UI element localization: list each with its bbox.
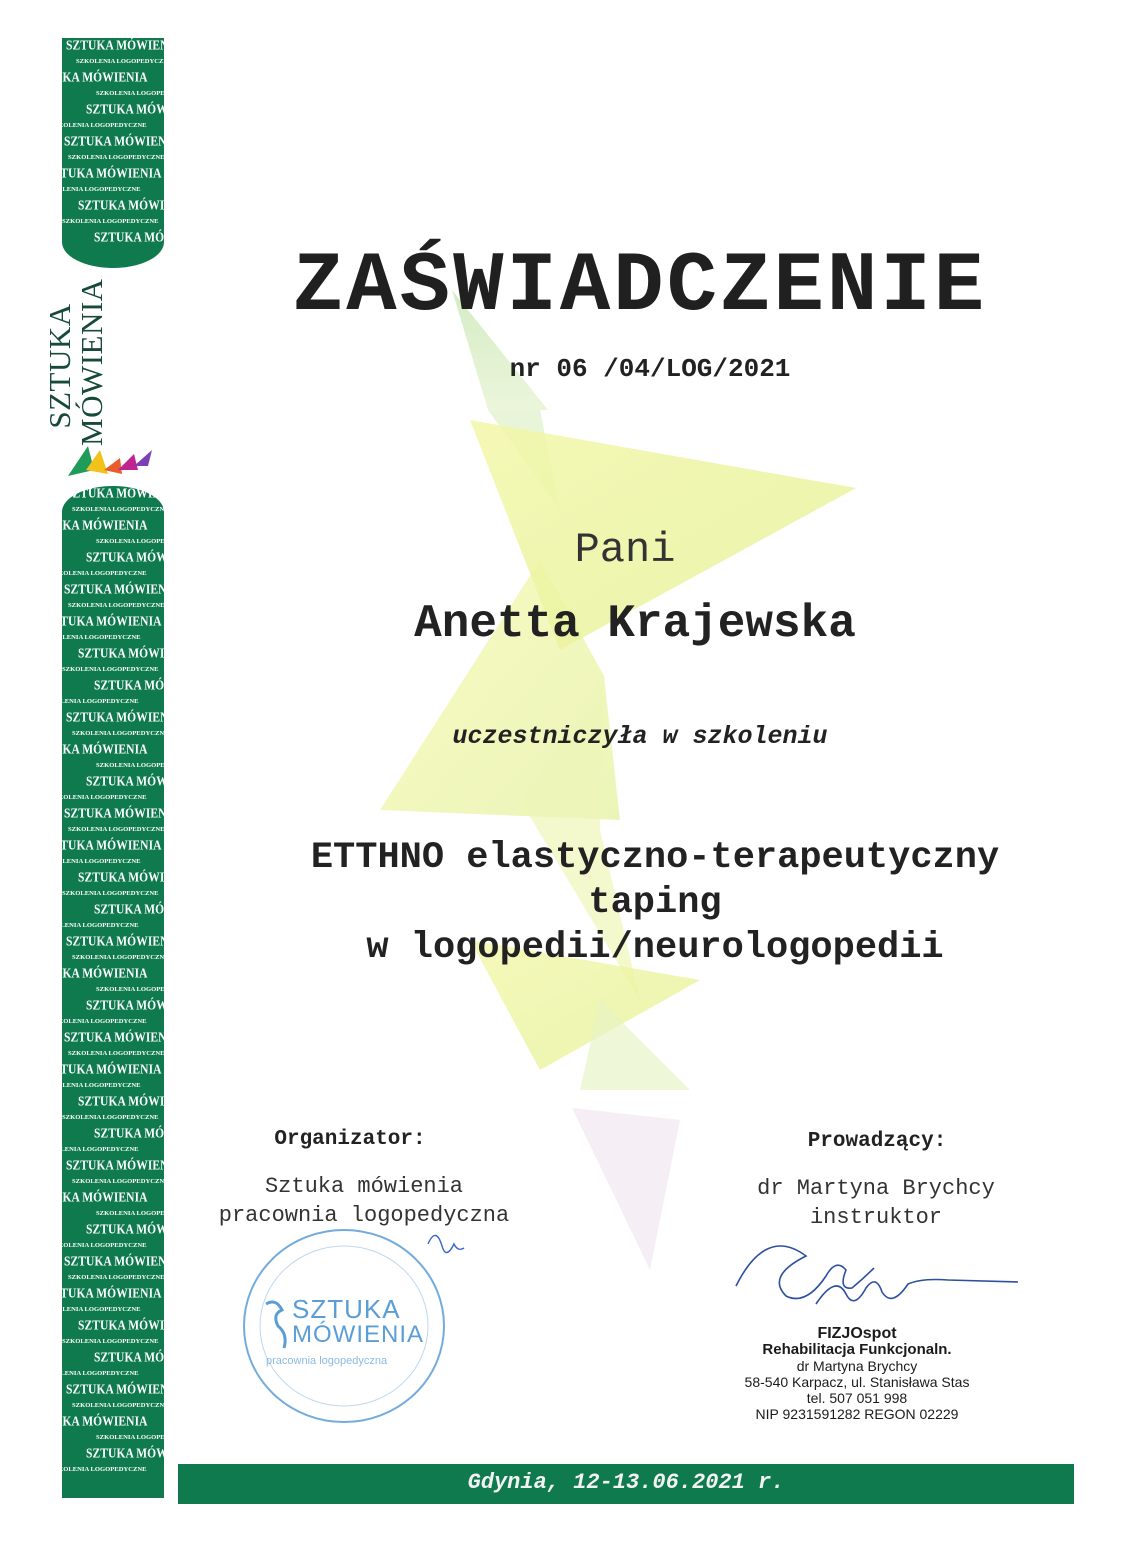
strip-text: SZKOLENIA LOGOPEDYCZNE bbox=[62, 1338, 159, 1345]
strip-text: SZKOLENIA LOGOPEDYCZNE bbox=[68, 154, 165, 161]
organizer-stamp bbox=[232, 1218, 464, 1428]
stamp-address: 58-540 Karpacz, ul. Stanisława Stas bbox=[744, 1374, 970, 1390]
strip-text: SZTUKA MÓWIENIA bbox=[94, 679, 210, 693]
brand-logo-text bbox=[42, 278, 184, 446]
strip-text: SZTUKA MÓWIENIA bbox=[78, 1319, 194, 1333]
organizer-name: Sztuka mówienia bbox=[264, 1174, 464, 1199]
strip-text: SZTUKA MÓWIENIA bbox=[66, 711, 182, 725]
strip-text: SZKOLENIA LOGOPEDYCZNE bbox=[62, 1114, 159, 1121]
strip-text: SZTUKA MÓWIENIA bbox=[32, 1191, 148, 1205]
instructor-stamp bbox=[742, 1326, 972, 1422]
course-title-line: w logopedii/neurologopedii bbox=[366, 927, 944, 969]
stamp-text-sub: pracownia logopedyczna bbox=[266, 1355, 388, 1367]
brand-name-line1: SZTUKA bbox=[42, 303, 77, 429]
course-title-line: taping bbox=[588, 882, 722, 924]
strip-text: SZKOLENIA LOGOPEDYCZNE bbox=[68, 1274, 165, 1281]
salutation: Pani bbox=[574, 526, 676, 574]
strip-text: SZTUKA MÓWIENIA bbox=[46, 1063, 162, 1077]
strip-text: SZKOLENIA LOGOPEDYCZNE bbox=[96, 538, 193, 545]
strip-text: SZTUKA MÓWIENIA bbox=[86, 551, 202, 565]
strip-text: SZKOLENIA LOGOPEDYCZNE bbox=[68, 1050, 165, 1057]
strip-text: SZTUKA MÓWIENIA bbox=[94, 231, 210, 245]
strip-text: SZTUKA MÓWIENIA bbox=[86, 775, 202, 789]
strip-text: SZTUKA MÓWIENIA bbox=[32, 743, 148, 757]
strip-text: SZKOLENIA LOGOPEDYCZNE bbox=[42, 1146, 139, 1153]
strip-text: SZTUKA MÓWIENIA bbox=[64, 135, 180, 149]
strip-text: SZKOLENIA LOGOPEDYCZNE bbox=[44, 1306, 141, 1313]
strip-text: SZKOLENIA LOGOPEDYCZNE bbox=[68, 826, 165, 833]
strip-text: SZKOLENIA LOGOPEDYCZNE bbox=[50, 570, 147, 577]
strip-text: SZKOLENIA LOGOPEDYCZNE bbox=[68, 602, 165, 609]
stamp-company: FIZJOspot bbox=[817, 1325, 897, 1342]
brand-strip-bottom bbox=[32, 486, 210, 1498]
strip-text: SZKOLENIA LOGOPEDYCZNE bbox=[50, 122, 147, 129]
strip-text: SZKOLENIA LOGOPEDYCZNE bbox=[50, 1466, 147, 1473]
stamp-phone: tel. 507 051 998 bbox=[806, 1390, 908, 1406]
instructor-heading: Prowadzący: bbox=[807, 1130, 947, 1153]
instructor-details bbox=[706, 1174, 1046, 1232]
instructor-name: dr Martyna Brychcy bbox=[757, 1176, 995, 1201]
strip-text: SZKOLENIA LOGOPEDYCZNE bbox=[42, 1370, 139, 1377]
strip-text: SZTUKA MÓWIENIA bbox=[32, 1415, 148, 1429]
strip-text: SZKOLENIA LOGOPEDYCZNE bbox=[62, 890, 159, 897]
strip-text: SZTUKA MÓWIENIA bbox=[64, 807, 180, 821]
strip-text: SZTUKA MÓWIENIA bbox=[78, 871, 194, 885]
strip-text: SZKOLENIA LOGOPEDYCZNE bbox=[96, 762, 193, 769]
strip-text: SZTUKA MÓWIENIA bbox=[94, 1351, 210, 1365]
strip-text: SZTUKA MÓWIENIA bbox=[46, 167, 162, 181]
recipient-name: Anetta Krajewska bbox=[414, 598, 856, 650]
participation-statement: uczestniczyła w szkoleniu bbox=[452, 722, 828, 751]
course-title bbox=[180, 836, 1130, 971]
strip-text: SZTUKA MÓWIENIA bbox=[46, 839, 162, 853]
strip-text: SZTUKA MÓWIENIA bbox=[32, 967, 148, 981]
strip-text: SZTUKA MÓWIENIA bbox=[66, 935, 182, 949]
strip-text: SZTUKA MÓWIENIA bbox=[46, 615, 162, 629]
strip-text: SZTUKA MÓWIENIA bbox=[32, 71, 148, 85]
strip-text: SZTUKA MÓWIENIA bbox=[64, 583, 180, 597]
course-title-line: ETTHNO elastyczno-terapeutyczny bbox=[310, 837, 1000, 879]
strip-text: SZKOLENIA LOGOPEDYCZNE bbox=[50, 794, 147, 801]
strip-text: SZTUKA MÓWIENIA bbox=[66, 487, 182, 501]
organizer-heading: Organizator: bbox=[274, 1128, 426, 1151]
strip-text: SZTUKA MÓWIENIA bbox=[66, 1159, 182, 1173]
strip-text: SZTUKA MÓWIENIA bbox=[64, 1031, 180, 1045]
strip-text: SZTUKA MÓWIENIA bbox=[66, 39, 182, 53]
strip-text: SZTUKA MÓWIENIA bbox=[94, 1127, 210, 1141]
strip-text: SZKOLENIA LOGOPEDYCZNE bbox=[44, 634, 141, 641]
strip-text: SZKOLENIA LOGOPEDYCZNE bbox=[44, 858, 141, 865]
strip-text: SZKOLENIA LOGOPEDYCZNE bbox=[72, 506, 169, 513]
strip-text: SZKOLENIA LOGOPEDYCZNE bbox=[96, 1210, 193, 1217]
stamp-text-line1: SZTUKA bbox=[292, 1294, 401, 1324]
strip-text: SZKOLENIA LOGOPEDYCZNE bbox=[96, 1434, 193, 1441]
footer-place-date: Gdynia, 12-13.06.2021 r. bbox=[467, 1470, 785, 1495]
instructor-signature bbox=[726, 1226, 1026, 1326]
strip-text: SZKOLENIA LOGOPEDYCZNE bbox=[96, 986, 193, 993]
strip-text: SZKOLENIA LOGOPEDYCZNE bbox=[96, 90, 193, 97]
strip-text: SZKOLENIA LOGOPEDYCZNE bbox=[72, 730, 169, 737]
strip-text: SZKOLENIA LOGOPEDYCZNE bbox=[42, 698, 139, 705]
strip-text: SZKOLENIA LOGOPEDYCZNE bbox=[76, 58, 173, 65]
strip-text: SZTUKA MÓWIENIA bbox=[86, 1447, 202, 1461]
strip-text: SZKOLENIA LOGOPEDYCZNE bbox=[72, 1178, 169, 1185]
strip-text: SZTUKA MÓWIENIA bbox=[46, 1287, 162, 1301]
strip-text: SZTUKA MÓWIENIA bbox=[78, 199, 194, 213]
instructor-role: instruktor bbox=[809, 1205, 943, 1230]
strip-text: SZKOLENIA LOGOPEDYCZNE bbox=[72, 1402, 169, 1409]
strip-text: SZTUKA MÓWIENIA bbox=[78, 1095, 194, 1109]
stamp-person: dr Martyna Brychcy bbox=[796, 1358, 918, 1374]
brand-strip-top bbox=[32, 38, 210, 268]
strip-text: SZKOLENIA LOGOPEDYCZNE bbox=[62, 666, 159, 673]
certificate-title: ZAŚWIADCZENIE bbox=[292, 240, 988, 335]
strip-text: SZKOLENIA LOGOPEDYCZNE bbox=[62, 218, 159, 225]
stamp-company-type: Rehabilitacja Funkcjonaln. bbox=[762, 1341, 952, 1358]
stamp-text-line2: MÓWIENIA bbox=[292, 1321, 424, 1348]
strip-text: SZTUKA MÓWIENIA bbox=[32, 519, 148, 533]
brand-name-line2: MÓWIENIA bbox=[74, 278, 109, 446]
stamp-tax-ids: NIP 9231591282 REGON 02229 bbox=[755, 1406, 959, 1422]
brand-mark-icon bbox=[64, 440, 156, 482]
strip-text: SZTUKA MÓWIENIA bbox=[78, 647, 194, 661]
strip-text: SZKOLENIA LOGOPEDYCZNE bbox=[50, 1018, 147, 1025]
strip-text: SZTUKA MÓWIENIA bbox=[94, 903, 210, 917]
strip-text: SZTUKA MÓWIENIA bbox=[86, 103, 202, 117]
organizer-type: pracownia logopedyczna bbox=[218, 1203, 510, 1228]
strip-text: SZKOLENIA LOGOPEDYCZNE bbox=[50, 1242, 147, 1249]
strip-text: SZKOLENIA LOGOPEDYCZNE bbox=[44, 1082, 141, 1089]
strip-text: SZKOLENIA LOGOPEDYCZNE bbox=[44, 186, 141, 193]
strip-text: SZKOLENIA LOGOPEDYCZNE bbox=[42, 922, 139, 929]
strip-text: SZTUKA MÓWIENIA bbox=[86, 1223, 202, 1237]
certificate-number: nr 06 /04/LOG/2021 bbox=[509, 354, 791, 384]
strip-text: SZKOLENIA LOGOPEDYCZNE bbox=[72, 954, 169, 961]
strip-text: SZTUKA MÓWIENIA bbox=[64, 1255, 180, 1269]
strip-text: SZTUKA MÓWIENIA bbox=[66, 1383, 182, 1397]
strip-text: SZTUKA MÓWIENIA bbox=[86, 999, 202, 1013]
